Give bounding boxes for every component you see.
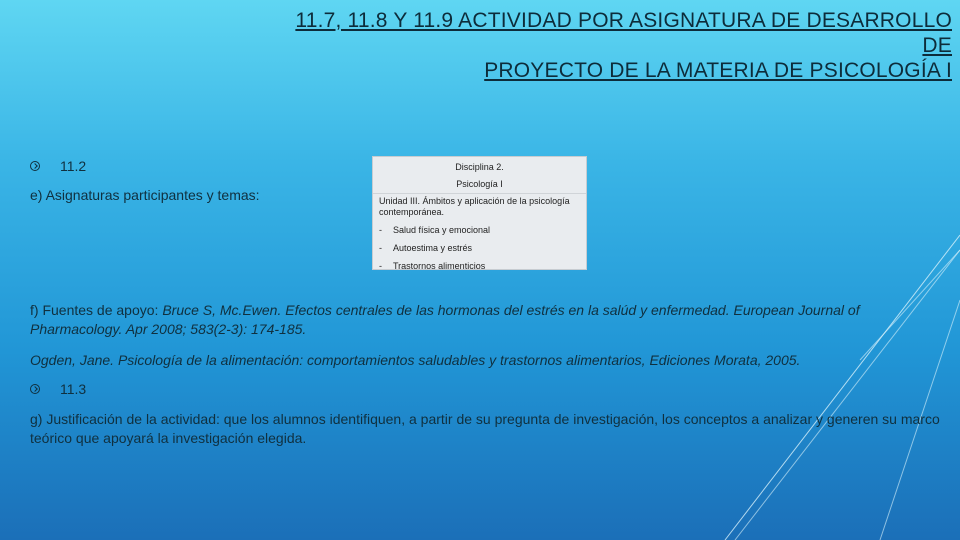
list-item: - Autoestima y estrés <box>379 243 473 253</box>
list-item: - Trastornos alimenticios <box>379 261 486 271</box>
discipline-table <box>372 156 587 270</box>
table-header <box>373 157 586 194</box>
table-body <box>373 194 586 274</box>
circle-chevron-bullet-icon <box>30 161 40 171</box>
table-header-subject: Psicología I <box>456 179 503 189</box>
title-line-3: PROYECTO DE LA MATERIA DE PSICOLOGÍA I <box>484 59 952 83</box>
page-title <box>60 8 952 84</box>
list-item-text: Salud física y emocional <box>393 225 491 235</box>
section-e-label: e) Asignaturas participantes y temas: <box>30 187 260 203</box>
bullet-item-11-3 <box>30 381 86 397</box>
reference-2 <box>30 351 940 370</box>
circle-chevron-bullet-icon <box>30 384 40 394</box>
reference-1: Bruce S, Mc.Ewen. Efectos centrales de las hormonas del estrés en la salúd y enfermedad. European Journal of Pharmacology. Apr 2008; 583(2-3): 174-185. <box>30 302 860 337</box>
bullet-item-11-2 <box>30 158 86 174</box>
section-f-label: f) Fuentes de apoyo: <box>30 302 163 318</box>
table-unit: Unidad III. Ámbitos y aplicación de la psicología contemporánea. <box>379 196 570 217</box>
table-header-discipline: Disciplina 2. <box>455 162 504 172</box>
bullet-label: 11.3 <box>60 381 87 397</box>
list-item: - Salud física y emocional <box>379 225 491 235</box>
section-g-justification: g) Justificación de la actividad: que los alumnos identifiquen, a partir de su pregunta de investigación, los conceptos a analizar y generen su marco teórico que apoyará la investigación elegida. <box>30 411 940 446</box>
title-line-2: DE <box>922 34 952 58</box>
section-f-references <box>30 301 940 339</box>
reference-2-text: Ogden, Jane. Psicología de la alimentación: comportamientos saludables y trastornos alimentarios, Ediciones Morata, 2005. <box>30 352 801 368</box>
title-line-1: 11.7, 11.8 Y 11.9 ACTIVIDAD POR ASIGNATURA DE DESARROLLO <box>295 9 952 32</box>
list-item-text: Trastornos alimenticios <box>393 261 486 271</box>
list-item-text: Autoestima y estrés <box>393 243 473 253</box>
bullet-label: 11.2 <box>60 158 87 174</box>
